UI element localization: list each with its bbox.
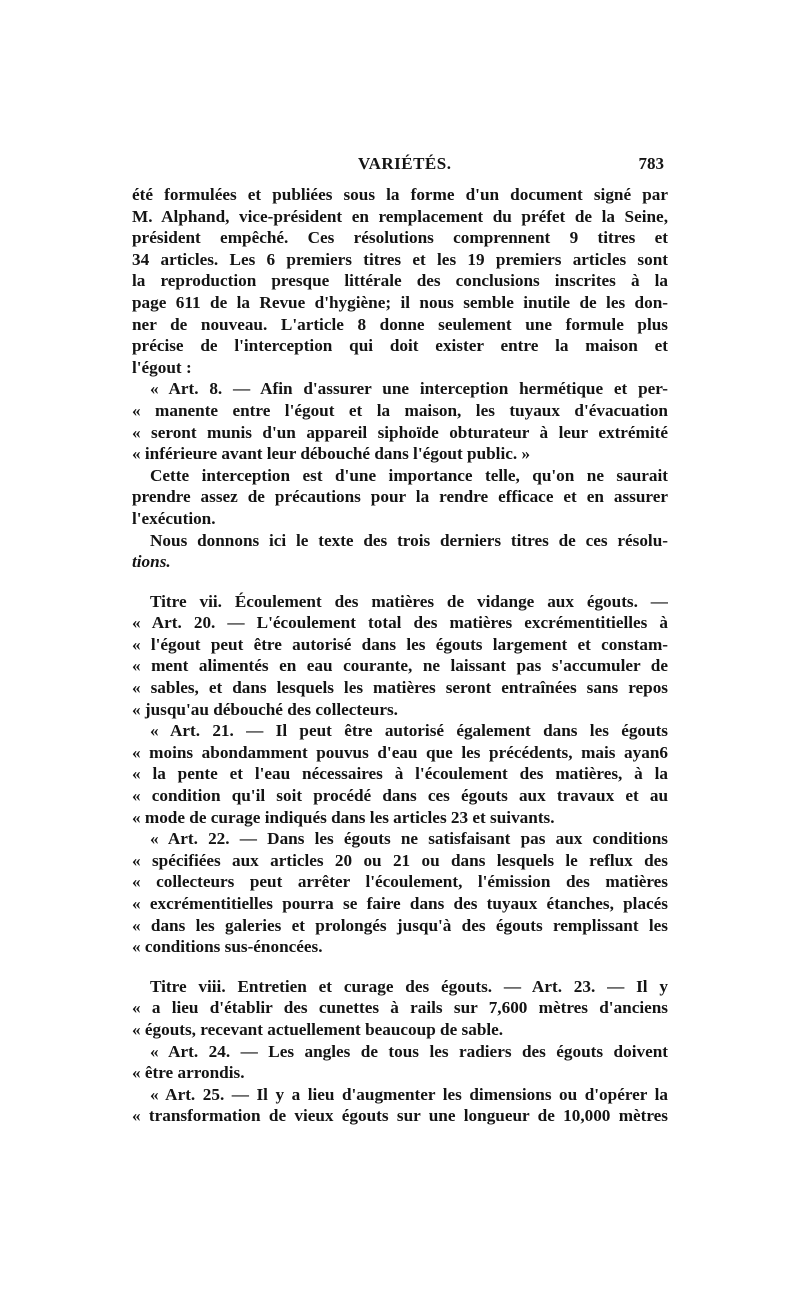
text-line: été formulées et publiées sous la forme d'un document signé par: [132, 185, 668, 204]
quote-article-24: [132, 1041, 668, 1084]
text-line: « Art. 24. — Les angles de tous les radiers des égouts doivent: [150, 1041, 668, 1061]
page-body: [132, 184, 668, 1127]
text-line: « a lieu d'établir des cunettes à rails sur 7,600 mètres d'anciens: [132, 998, 668, 1018]
text-line: « ment alimentés en eau courante, ne laissant pas s'accumuler de: [132, 656, 668, 676]
quote-article-8: [132, 378, 668, 464]
text-line: « condition qu'il soit procédé dans ces égouts aux travaux et au: [132, 786, 668, 806]
text-line: Nous donnons ici le texte des trois derniers titres de ces résolu-: [150, 530, 668, 550]
titre-vii: [132, 591, 668, 721]
text-line: Cette interception est d'une importance telle, qu'on ne saurait: [150, 465, 668, 485]
paragraph-intro-titles: [132, 530, 668, 573]
running-header: [132, 154, 668, 178]
section-heading-line: Titre viii. Entretien et curage des égouts. — Art. 23. — Il y: [150, 976, 668, 996]
paragraph-interception: [132, 465, 668, 530]
text-line: « excrémentitielles pourra se faire dans des tuyaux étanches, placés: [132, 894, 668, 913]
text-line: « jusqu'au débouché des collecteurs.: [132, 699, 398, 719]
text-line: « Art. 22. — Dans les égouts ne satisfaisant pas aux conditions: [150, 829, 668, 849]
text-line: « conditions sus-énoncées.: [132, 937, 323, 957]
text-line: l'exécution.: [132, 508, 216, 528]
text-line: « Art. 21. — Il peut être autorisé également dans les égouts: [150, 721, 668, 741]
spacer: [132, 573, 668, 591]
text-line: « Art. 25. — Il y a lieu d'augmenter les dimensions ou d'opérer la: [150, 1084, 668, 1104]
running-title: VARIÉTÉS.: [358, 154, 452, 173]
text-line: « la pente et l'eau nécessaires à l'écoulement des matières, à la: [132, 764, 668, 784]
text-line: l'égout :: [132, 357, 192, 377]
text-line: « dans les galeries et prolongés jusqu'à des égouts remplissant les: [132, 915, 668, 935]
text-line: tions.: [132, 552, 171, 572]
text-line: président empêché. Ces résolutions comprennent 9 titres et: [132, 228, 668, 248]
text-line: « inférieure avant leur débouché dans l'égout public. »: [132, 444, 531, 464]
quote-article-25: [132, 1084, 668, 1127]
text-line: « collecteurs peut arrêter l'écoulement, l'émission des matières: [132, 872, 668, 892]
text-line: « Art. 8. — Afin d'assurer une interception hermétique et per-: [150, 379, 668, 399]
text-line: « Art. 20. — L'écoulement total des matières excrémentitielles à: [132, 613, 668, 633]
text-line: la reproduction presque littérale des conclusions inscrites à la: [132, 271, 668, 291]
text-line: prendre assez de précautions pour la rendre efficace et en assurer: [132, 487, 668, 507]
text-line: « seront munis d'un appareil siphoïde obturateur à leur extrémité: [132, 422, 668, 442]
text-line: M. Alphand, vice-président en remplacement du préfet de la Seine,: [132, 206, 668, 226]
quote-article-22: [132, 828, 668, 958]
paragraph-intro: [132, 184, 668, 378]
text-line: « égouts, recevant actuellement beaucoup de sable.: [132, 1019, 504, 1039]
text-line: 34 articles. Les 6 premiers titres et les 19 premiers articles sont: [132, 249, 668, 269]
text-line: « mode de curage indiqués dans les articles 23 et suivants.: [132, 807, 555, 827]
titre-viii: [132, 976, 668, 1041]
text-line: « l'égout peut être autorisé dans les égouts largement et constam-: [132, 634, 668, 654]
text-line: « sables, et dans lesquels les matières seront entraînées sans repos: [132, 678, 668, 698]
text-line: précise de l'interception qui doit exister entre la maison et: [132, 336, 668, 356]
section-heading-line: Titre vii. Écoulement des matières de vidange aux égouts. —: [150, 591, 668, 611]
text-line: page 611 de la Revue d'hygiène; il nous semble inutile de les don-: [132, 292, 668, 312]
text-line: « spécifiées aux articles 20 ou 21 ou dans lesquels le reflux des: [132, 850, 668, 870]
text-line: « moins abondamment pouvus d'eau que les précédents, mais ayan6: [132, 742, 668, 762]
text-line: ner de nouveau. L'article 8 donne seulement une formule plus: [132, 314, 668, 334]
text-line: « transformation de vieux égouts sur une longueur de 10,000 mètres: [132, 1106, 668, 1126]
page-number: 783: [638, 154, 664, 173]
text-line: « manente entre l'égout et la maison, les tuyaux d'évacuation: [132, 400, 668, 420]
spacer: [132, 958, 668, 976]
quote-article-21: [132, 720, 668, 828]
text-line: « être arrondis.: [132, 1063, 245, 1083]
